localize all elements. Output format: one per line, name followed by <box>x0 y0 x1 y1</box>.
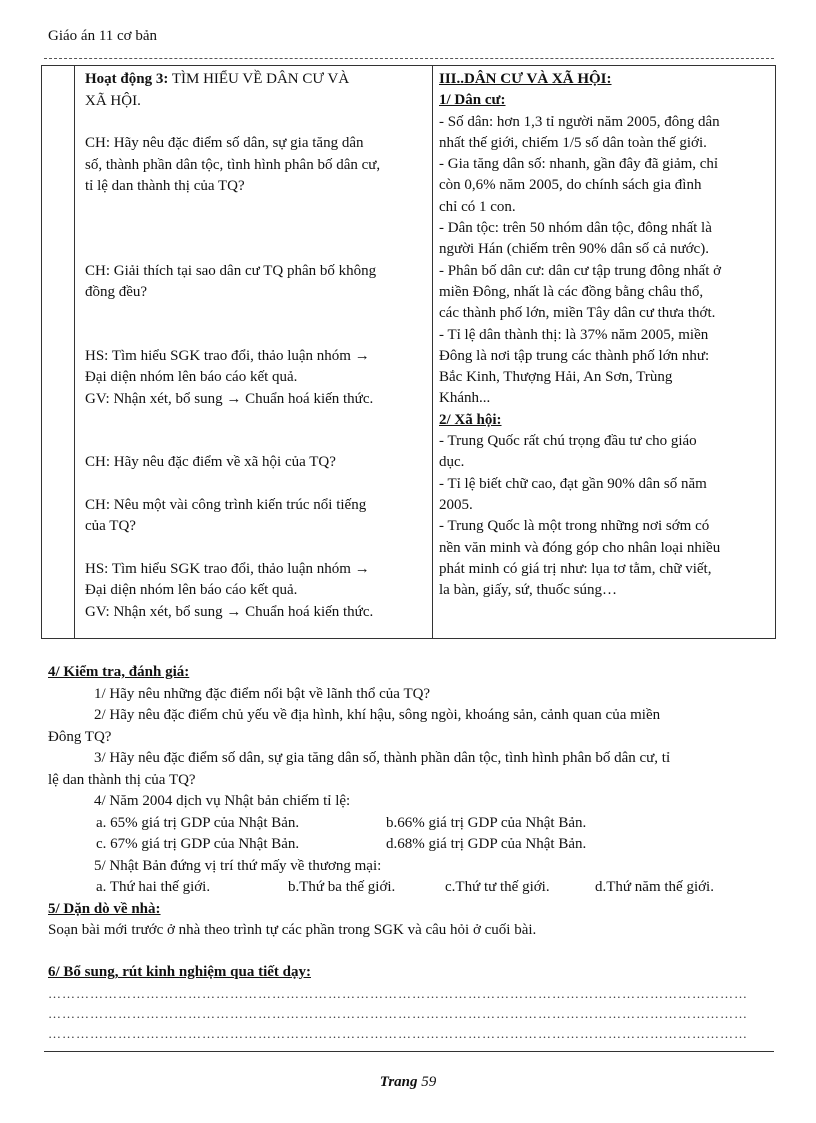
assessment-heading: 4/ Kiểm tra, đánh giá: <box>48 664 190 680</box>
assessment-question-cont: Đông TQ? <box>48 728 112 745</box>
answer-option: b.66% giá trị GDP của Nhật Bản. <box>386 814 587 831</box>
assessment-section <box>48 662 778 942</box>
header-title: Giáo án 11 cơ bản <box>48 28 158 44</box>
content-line: chỉ có 1 con. <box>439 198 516 215</box>
instruction-line: HS: Tìm hiểu SGK trao đổi, thảo luận nhóm → <box>85 347 370 364</box>
answer-options-row <box>48 834 778 856</box>
activity-heading <box>85 69 430 91</box>
content-line: nền văn minh và đóng góp cho nhân loại nhiều <box>439 539 721 556</box>
supplement-heading-text: 6/ Bổ sung, rút kinh nghiệm qua tiết dạy: <box>48 964 311 980</box>
assessment-question: 1/ Hãy nêu những đặc điểm nổi bật về lãnh thổ của TQ? <box>94 685 431 702</box>
content-line: - Dân tộc: trên 50 nhóm dân tộc, đông nhất là <box>439 220 712 237</box>
content-line: - Trung Quốc rất chú trọng đầu tư cho giáo <box>439 433 697 450</box>
question-line: số, thành phần dân tộc, tình hình phân bố dân cư, <box>85 156 381 173</box>
content-line: phát minh có giá trị như: lụa tơ tằm, chữ viết, <box>439 560 712 577</box>
answer-option: a. 65% giá trị GDP của Nhật Bản. <box>96 814 300 831</box>
question-line: CH: Hãy nêu đặc điểm số dân, sự gia tăng dân <box>85 135 364 151</box>
question-line: của TQ? <box>85 518 136 534</box>
answer-option: a. Thứ hai thế giới. <box>96 879 211 895</box>
instruction-line: GV: Nhận xét, bổ sung → Chuẩn hoá kiến thức. <box>85 390 374 407</box>
assessment-question: 2/ Hãy nêu đặc điểm chủ yếu về địa hình, khí hậu, sông ngòi, khoáng sản, cảnh quan của miền <box>94 707 661 723</box>
question-line: tỉ lệ dan thành thị của TQ? <box>85 178 245 194</box>
content-line: các thành phố lớn, miền Tây dân cư thưa thớt. <box>439 305 716 322</box>
table-col-divider-2 <box>432 66 433 638</box>
content-line: - Phân bố dân cư: dân cư tập trung đông nhất ở <box>439 262 722 279</box>
header-divider <box>44 58 774 59</box>
content-line: la bàn, giấy, sứ, thuốc súng… <box>439 582 617 599</box>
instruction-line: HS: Tìm hiểu SGK trao đổi, thảo luận nhóm → <box>85 560 370 577</box>
content-line: người Hán (chiếm trên 90% dân số cả nước). <box>439 241 709 258</box>
subsection-heading: 2/ Xã hội: <box>439 411 502 428</box>
activity-column <box>85 69 430 623</box>
page-label: Trang <box>379 1074 418 1090</box>
question-line: đồng đều? <box>85 284 148 300</box>
section-heading: III..DÂN CƯ VÀ XÃ HỘI: <box>439 71 612 87</box>
assessment-question: 4/ Năm 2004 dịch vụ Nhật bản chiếm tỉ lệ: <box>94 793 351 809</box>
content-line: Đông là nơi tập trung các thành phố lớn như: <box>439 347 710 364</box>
content-line: Bắc Kinh, Thượng Hải, An Sơn, Trùng <box>439 369 673 386</box>
content-line: dục. <box>439 454 465 471</box>
footer-divider <box>44 1051 774 1052</box>
content-column <box>439 69 773 601</box>
activity-title-line2: XÃ HỘI. <box>85 92 141 109</box>
question-line: CH: Giải thích tại sao dân cư TQ phân bố không <box>85 262 377 279</box>
assessment-question: 5/ Nhật Bản đứng vị trí thứ mấy về thương mại: <box>94 857 382 874</box>
supplement-heading <box>48 962 778 984</box>
assessment-question-cont: lệ dan thành thị của TQ? <box>48 771 196 788</box>
content-line: nhất thế giới, chiếm 1/5 số dân toàn thế giới. <box>439 134 707 151</box>
answer-option: c. 67% giá trị GDP của Nhật Bản. <box>96 836 300 852</box>
content-line: còn 0,6% năm 2005, do chính sách gia đình <box>439 177 702 194</box>
question-line: CH: Hãy nêu đặc điểm về xã hội của TQ? <box>85 454 336 470</box>
dotted-line: …………………………………………………………………………………………………………………………………… <box>48 1026 748 1041</box>
answer-option: c.Thứ tư thế giới. <box>445 879 550 895</box>
dotted-line: …………………………………………………………………………………………………………………………………… <box>48 1006 748 1021</box>
page-number <box>0 1074 816 1091</box>
answer-option: d.Thứ năm thế giới. <box>595 879 714 895</box>
content-line: miền Đông, nhất là các đồng bằng châu thổ, <box>439 283 704 300</box>
answer-option: b.Thứ ba thế giới. <box>288 879 396 895</box>
table-col-divider-1 <box>74 66 75 638</box>
lesson-table <box>41 65 776 639</box>
content-line: Khánh... <box>439 390 491 407</box>
question-line: CH: Nêu một vài công trình kiến trúc nổi tiếng <box>85 496 367 513</box>
subsection-heading: 1/ Dân cư: <box>439 92 506 109</box>
instruction-line: Đại diện nhóm lên báo cáo kết quả. <box>85 582 298 598</box>
activity-title: TÌM HIỂU VỀ DÂN CƯ VÀ <box>168 71 350 87</box>
content-line: - Gia tăng dân số: nhanh, gần đây đã giảm, chỉ <box>439 156 719 173</box>
content-line: 2005. <box>439 496 473 513</box>
homework-heading: 5/ Dặn dò về nhà: <box>48 900 161 917</box>
content-line: - Số dân: hơn 1,3 tỉ người năm 2005, đông dân <box>439 113 720 130</box>
content-line: - Trung Quốc là một trong những nơi sớm có <box>439 518 710 535</box>
instruction-line: Đại diện nhóm lên báo cáo kết quả. <box>85 369 298 385</box>
answer-option: d.68% giá trị GDP của Nhật Bản. <box>386 836 587 852</box>
instruction-line: GV: Nhận xét, bổ sung → Chuẩn hoá kiến thức. <box>85 603 374 620</box>
answer-options-row <box>48 813 778 835</box>
assessment-question: 3/ Hãy nêu đặc điểm số dân, sự gia tăng dân số, thành phần dân tộc, tình hình phân bố dân cư, tỉ <box>94 750 671 766</box>
content-line: - Tỉ lệ dân thành thị: là 37% năm 2005, miền <box>439 326 709 343</box>
homework-text: Soạn bài mới trước ở nhà theo trình tự các phần trong SGK và câu hỏi ở cuối bài. <box>48 922 537 938</box>
answer-options-row <box>48 877 778 899</box>
dotted-line: …………………………………………………………………………………………………………………………………… <box>48 986 748 1001</box>
page-number-value: 59 <box>421 1074 437 1090</box>
content-line: - Tỉ lệ biết chữ cao, đạt gần 90% dân số năm <box>439 475 707 492</box>
activity-prefix: Hoạt động 3: <box>85 71 169 87</box>
